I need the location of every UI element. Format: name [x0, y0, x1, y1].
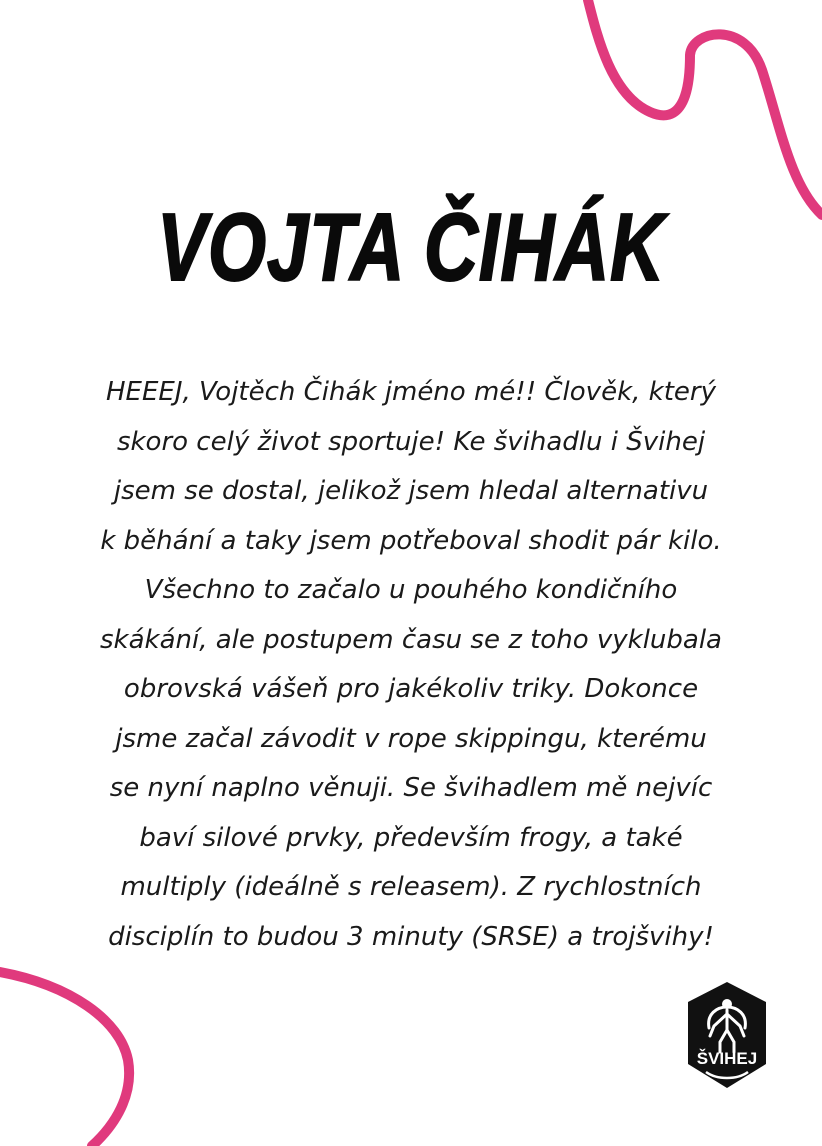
bio-line: obrovská vášeň pro jakékoliv triky. Dokonce	[123, 674, 699, 704]
bio-line: Všechno to začalo u pouhého kondičního	[144, 575, 678, 605]
svihej-logo	[682, 980, 772, 1090]
bio-line: se nyní naplno věnuji. Se švihadlem mě nejvíc	[109, 773, 713, 803]
bio-line: baví silové prvky, především frogy, a také	[139, 822, 683, 853]
bio-line: k běhání a taky jsem potřeboval shodit pár kilo.	[100, 525, 722, 556]
bio-line: jsme začal závodit v rope skippingu, kterému	[115, 723, 707, 754]
bio-line: skoro celý život sportuje! Ke švihadlu i Švihej	[116, 426, 706, 457]
bio-text	[40, 368, 782, 962]
bio-line: multiply (ideálně s releasem). Z rychlostních	[120, 872, 702, 902]
top-right-curve	[588, 0, 822, 215]
bio-line: disciplín to budou 3 minuty (SRSE) a trojšvihy!	[108, 921, 714, 952]
bio-line: jsem se dostal, jelikož jsem hledal alternativu	[113, 476, 709, 506]
bottom-left-curve	[0, 972, 129, 1146]
logo-shield	[688, 982, 766, 1088]
logo-text: ŠVIHEJ	[696, 1049, 758, 1068]
page-title: VOJTA ČIHÁK	[157, 194, 665, 301]
bio-line: skákání, ale postupem času se z toho vyklubala	[99, 624, 722, 655]
bio-line: HEEEJ, Vojtěch Čihák jméno mé!! Člověk, který	[106, 377, 716, 407]
